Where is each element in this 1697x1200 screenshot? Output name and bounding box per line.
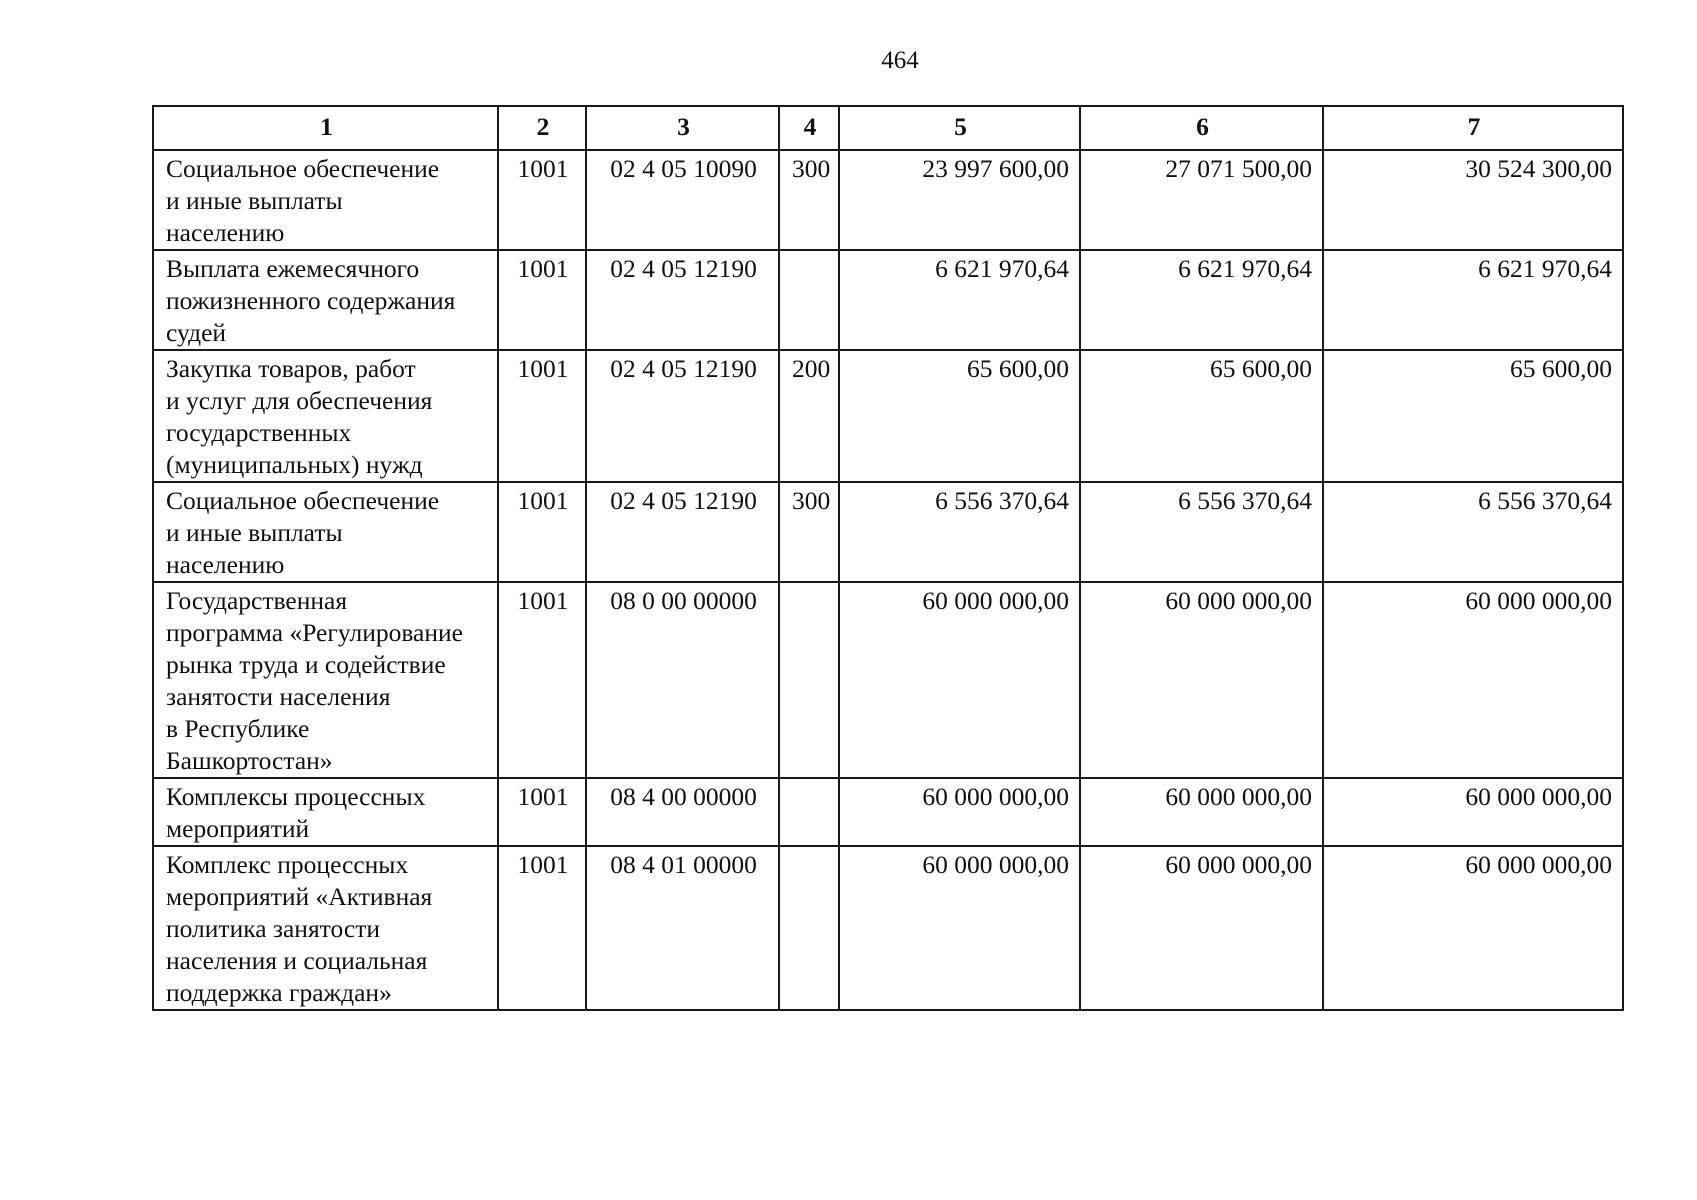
section-code-cell: 1001 <box>498 482 586 582</box>
expense-type-cell <box>779 778 839 846</box>
row-name-text: Социальное обеспечение и иные выплаты населению <box>166 154 440 247</box>
row-name-text: Закупка товаров, работ и услуг для обеспечения государственных (муниципальных) нужд <box>166 354 433 479</box>
target-code-cell: 08 4 00 00000 <box>586 778 779 846</box>
header-col-5: 5 <box>839 106 1080 150</box>
amount-col5-cell: 65 600,00 <box>839 350 1080 482</box>
expense-type-cell: 200 <box>779 350 839 482</box>
row-name-cell <box>153 250 498 350</box>
header-col-2: 2 <box>498 106 586 150</box>
amount-col5-cell: 60 000 000,00 <box>839 778 1080 846</box>
row-name-text: Социальное обеспечение и иные выплаты населению <box>166 486 440 579</box>
section-code-cell: 1001 <box>498 778 586 846</box>
row-name-cell <box>153 482 498 582</box>
header-col-7: 7 <box>1323 106 1623 150</box>
row-name-text: Государственная программа «Регулирование рынка труда и содействие занятости населения в Республике Башкортостан» <box>166 586 463 775</box>
header-col-4: 4 <box>779 106 839 150</box>
table-body <box>153 150 1623 1010</box>
row-name-cell <box>153 778 498 846</box>
table-header <box>153 106 1623 150</box>
header-row <box>153 106 1623 150</box>
amount-col5-cell: 60 000 000,00 <box>839 582 1080 778</box>
header-col-3: 3 <box>586 106 779 150</box>
amount-col6-cell: 60 000 000,00 <box>1080 778 1323 846</box>
target-code-cell: 02 4 05 10090 <box>586 150 779 250</box>
amount-col6-cell: 6 621 970,64 <box>1080 250 1323 350</box>
amount-col7-cell: 60 000 000,00 <box>1323 846 1623 1010</box>
amount-col7-cell: 6 621 970,64 <box>1323 250 1623 350</box>
row-name-cell <box>153 846 498 1010</box>
amount-col7-cell: 6 556 370,64 <box>1323 482 1623 582</box>
amount-col7-cell: 65 600,00 <box>1323 350 1623 482</box>
target-code-cell: 08 4 01 00000 <box>586 846 779 1010</box>
target-code-cell: 08 0 00 00000 <box>586 582 779 778</box>
amount-col5-cell: 60 000 000,00 <box>839 846 1080 1010</box>
amount-col6-cell: 27 071 500,00 <box>1080 150 1323 250</box>
row-name-cell <box>153 150 498 250</box>
row-name-text: Комплекс процессных мероприятий «Активная политика занятости населения и социальная поддержка граждан» <box>166 850 433 1007</box>
table-row <box>153 846 1623 1010</box>
budget-table <box>152 105 1624 1011</box>
header-col-6: 6 <box>1080 106 1323 150</box>
target-code-cell: 02 4 05 12190 <box>586 250 779 350</box>
section-code-cell: 1001 <box>498 150 586 250</box>
section-code-cell: 1001 <box>498 846 586 1010</box>
expense-type-cell: 300 <box>779 150 839 250</box>
row-name-text: Комплексы процессных мероприятий <box>166 782 426 843</box>
amount-col5-cell: 6 621 970,64 <box>839 250 1080 350</box>
page-number: 464 <box>881 47 919 74</box>
table-row <box>153 582 1623 778</box>
section-code-cell: 1001 <box>498 350 586 482</box>
table-row <box>153 778 1623 846</box>
amount-col6-cell: 6 556 370,64 <box>1080 482 1323 582</box>
section-code-cell: 1001 <box>498 582 586 778</box>
amount-col5-cell: 6 556 370,64 <box>839 482 1080 582</box>
expense-type-cell <box>779 250 839 350</box>
expense-type-cell <box>779 846 839 1010</box>
table-row <box>153 482 1623 582</box>
header-col-1: 1 <box>153 106 498 150</box>
amount-col7-cell: 30 524 300,00 <box>1323 150 1623 250</box>
amount-col5-cell: 23 997 600,00 <box>839 150 1080 250</box>
table-row <box>153 350 1623 482</box>
expense-type-cell <box>779 582 839 778</box>
row-name-cell <box>153 582 498 778</box>
amount-col7-cell: 60 000 000,00 <box>1323 582 1623 778</box>
section-code-cell: 1001 <box>498 250 586 350</box>
target-code-cell: 02 4 05 12190 <box>586 482 779 582</box>
target-code-cell: 02 4 05 12190 <box>586 350 779 482</box>
expense-type-cell: 300 <box>779 482 839 582</box>
amount-col7-cell: 60 000 000,00 <box>1323 778 1623 846</box>
amount-col6-cell: 60 000 000,00 <box>1080 582 1323 778</box>
row-name-text: Выплата ежемесячного пожизненного содержания судей <box>166 254 456 347</box>
row-name-cell <box>153 350 498 482</box>
table-row <box>153 150 1623 250</box>
amount-col6-cell: 65 600,00 <box>1080 350 1323 482</box>
amount-col6-cell: 60 000 000,00 <box>1080 846 1323 1010</box>
table-row <box>153 250 1623 350</box>
